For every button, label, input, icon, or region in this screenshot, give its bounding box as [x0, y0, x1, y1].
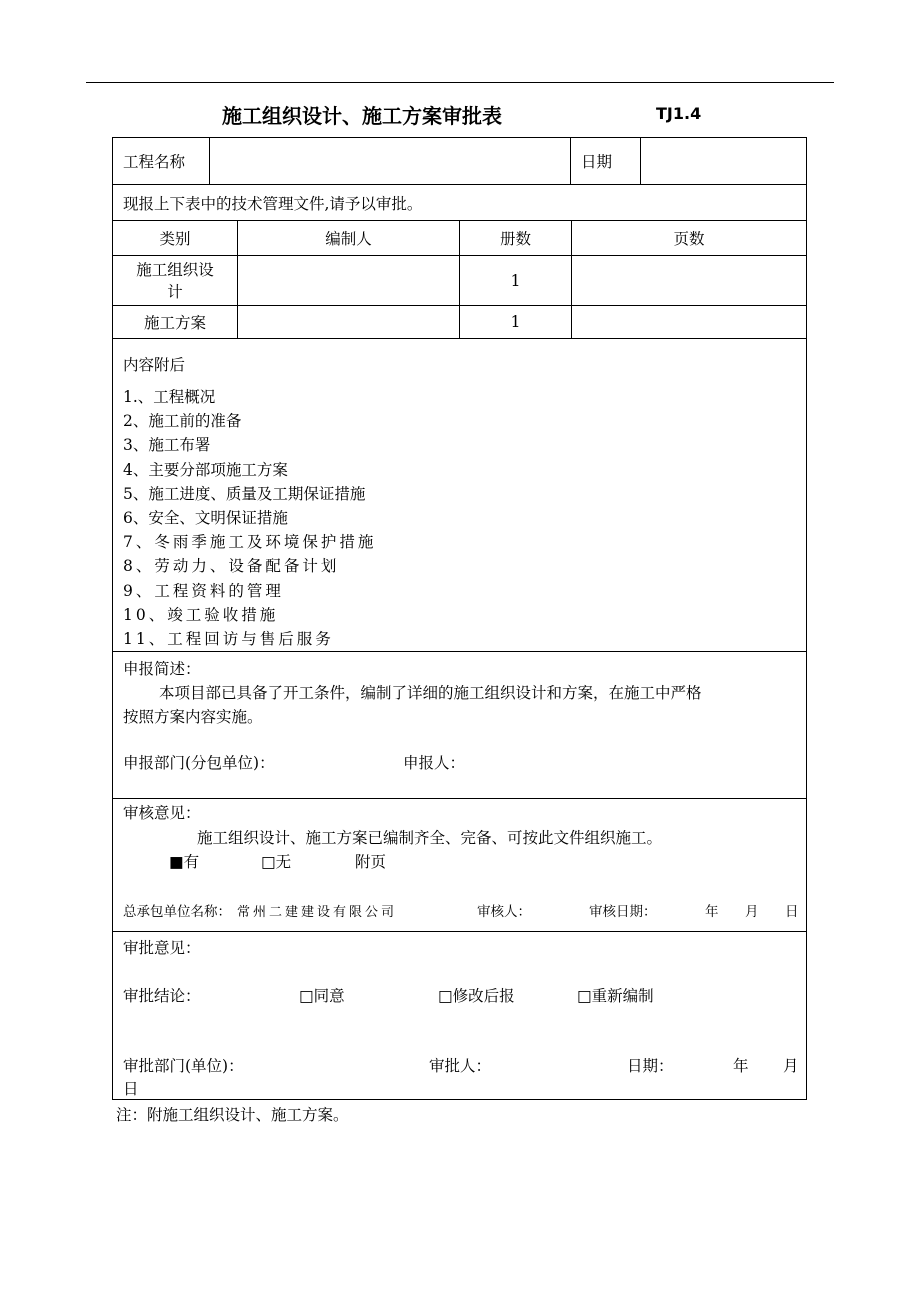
date-label: 日期: [570, 137, 641, 185]
page-title: 施工组织设计、施工方案审批表: [222, 104, 502, 128]
option-revise-resubmit[interactable]: □修改后报: [438, 987, 515, 1005]
category-line-1: 施工组织设: [136, 260, 214, 279]
table-row-author[interactable]: [237, 255, 460, 306]
option-agree[interactable]: □同意: [299, 987, 345, 1005]
form-code: TJ1.4: [656, 104, 702, 123]
approval-section: [112, 931, 807, 1100]
list-item: 9、工程资料的管理: [123, 581, 284, 600]
list-item: 1.、工程概况: [123, 388, 216, 406]
review-month-label: 月: [745, 904, 759, 920]
list-item: 11、工程回访与售后服务: [123, 630, 334, 649]
list-item: 2、施工前的准备: [123, 412, 242, 431]
reviewer-label: 审核人：: [477, 904, 531, 920]
contents-list: [123, 385, 376, 651]
review-heading: 审核意见：: [123, 804, 201, 822]
approval-year-label: 年: [733, 1057, 749, 1075]
col-header-volumes: 册数: [459, 220, 572, 256]
review-body: 施工组织设计、施工方案已编制齐全、完备、可按此文件组织施工。: [197, 829, 663, 847]
table-row-volumes: 1: [459, 305, 572, 339]
contractor-name: 常州二建建设有限公司: [237, 905, 398, 920]
col-header-author: 编制人: [237, 220, 460, 256]
approval-dept-label: 审批部门(单位)：: [123, 1057, 244, 1075]
report-body-line-1: 本项目部已具备了开工条件，编制了详细的施工组织设计和方案，在施工中严格: [159, 684, 702, 702]
col-header-category: 类别: [112, 220, 238, 256]
category-line-2: 计: [167, 282, 183, 301]
contents-section: [112, 338, 807, 652]
list-item: 8、劳动力、设备配备计划: [123, 557, 340, 576]
approver-label: 审批人：: [429, 1057, 492, 1075]
date-field[interactable]: [640, 137, 807, 185]
list-item: 10、竣工验收措施: [123, 605, 279, 624]
review-year-label: 年: [705, 904, 719, 920]
approval-heading: 审批意见：: [123, 939, 201, 957]
list-item: 6、安全、文明保证措施: [123, 509, 288, 528]
report-dept-label: 申报部门(分包单位)：: [123, 754, 275, 772]
list-item: 3、施工布署: [123, 436, 211, 455]
approval-date-label: 日期：: [627, 1057, 674, 1075]
table-row-category: 施工方案: [112, 305, 238, 339]
report-section: [112, 651, 807, 799]
list-item: 5、施工进度、质量及工期保证措施: [123, 484, 366, 503]
table-row-pages[interactable]: [571, 305, 807, 339]
approval-day-label: 日: [123, 1080, 139, 1098]
list-item: 7、冬雨季施工及环境保护措施: [123, 533, 377, 552]
list-item: 4、主要分部项施工方案: [123, 460, 288, 479]
table-row-volumes: 1: [459, 255, 572, 306]
footnote: 注：附施工组织设计、施工方案。: [116, 1106, 349, 1124]
contents-heading: 内容附后: [123, 356, 186, 374]
approval-month-label: 月: [783, 1057, 799, 1075]
project-name-field[interactable]: [209, 137, 571, 185]
intro-text: 现报上下表中的技术管理文件,请予以审批。: [112, 184, 807, 221]
review-option-yes[interactable]: ■有: [169, 853, 200, 871]
review-option-no[interactable]: □无: [261, 853, 292, 871]
table-row-author[interactable]: [237, 305, 460, 339]
header-rule: [86, 82, 834, 83]
table-row-category: [112, 255, 238, 306]
report-body-line-2: 按照方案内容实施。: [123, 708, 263, 726]
report-heading: 申报简述：: [123, 660, 201, 678]
review-day-label: 日: [785, 904, 799, 920]
conclusion-label: 审批结论：: [123, 987, 201, 1005]
project-name-label: 工程名称: [112, 137, 210, 185]
contractor-label: 总承包单位名称：: [123, 904, 231, 920]
report-person-label: 申报人：: [403, 754, 466, 772]
review-section: [112, 798, 807, 932]
review-date-label: 审核日期：: [589, 904, 657, 920]
option-recompile[interactable]: □重新编制: [577, 987, 654, 1005]
review-attachment-label: 附页: [355, 853, 387, 871]
table-row-pages[interactable]: [571, 255, 807, 306]
col-header-pages: 页数: [571, 220, 807, 256]
